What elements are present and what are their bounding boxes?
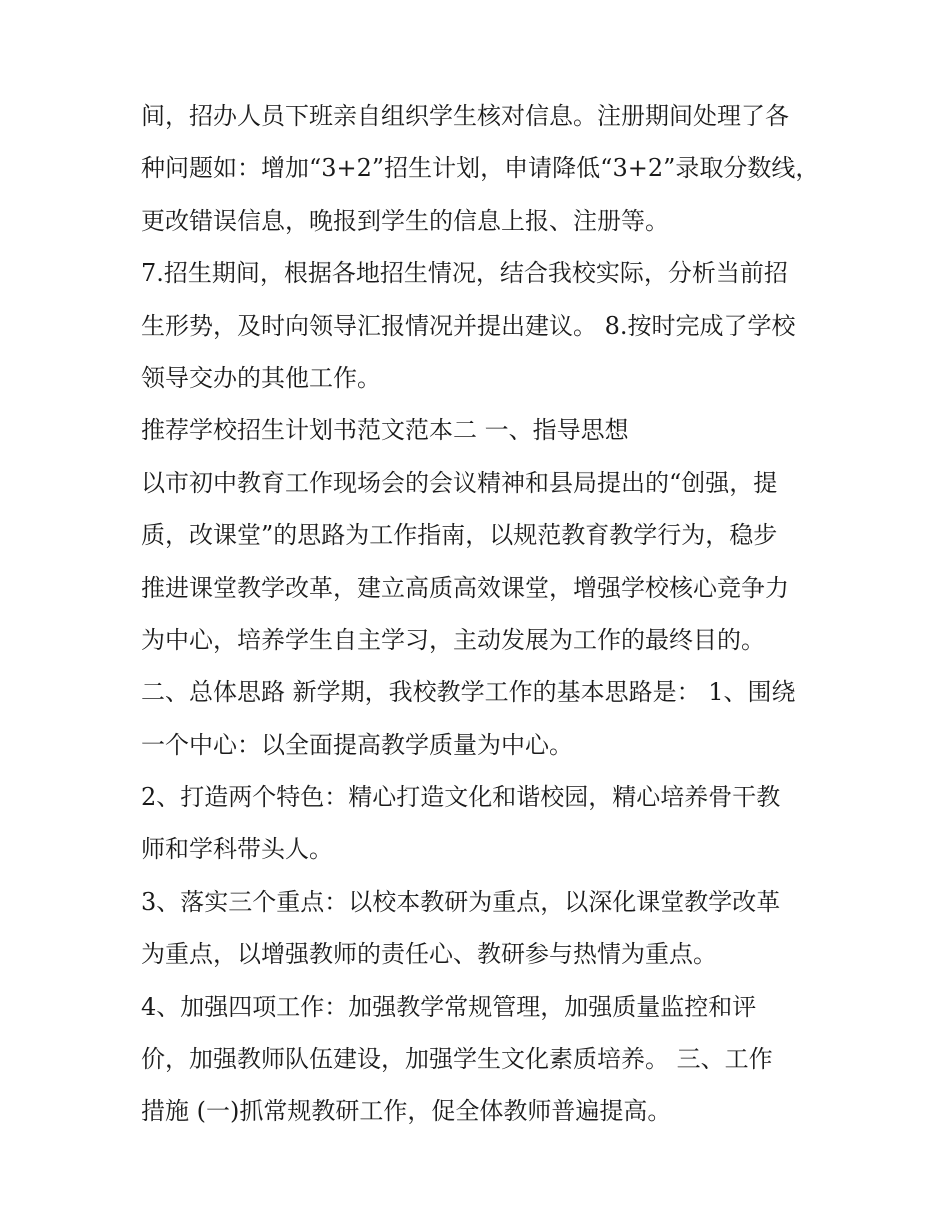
section-heading: 推荐学校招生计划书范文范本二 一、指导思想 [141, 416, 629, 445]
text-line: 为中心，培养学生自主学习，主动发展为工作的最终目的。 [141, 625, 765, 654]
text-line: 种问题如：增加“3+2”招生计划，申请降低“3+2”录取分数线， [141, 154, 820, 183]
text-line: 价，加强教师队伍建设，加强学生文化素质培养。 三、工作 [141, 1045, 773, 1074]
text-line: 一个中心：以全面提高教学质量为中心。 [141, 730, 573, 759]
text-line: 二、总体思路 新学期，我校教学工作的基本思路是： 1、围绕 [141, 678, 796, 707]
text-line: 师和学科带头人。 [141, 835, 333, 864]
text-line: 3、落实三个重点：以校本教研为重点，以深化课堂教学改革 [141, 887, 781, 916]
text-line: 质，改课堂”的思路为工作指南，以规范教育教学行为，稳步 [141, 521, 778, 550]
text-line: 推进课堂教学改革，建立高质高效课堂，增强学校核心竞争力 [141, 573, 789, 602]
text-line: 7.招生期间，根据各地招生情况，结合我校实际，分析当前招 [141, 259, 788, 288]
text-line: 间，招办人员下班亲自组织学生核对信息。注册期间处理了各 [141, 102, 789, 130]
text-line: 措施 (一)抓常规教研工作，促全体教师普遍提高。 [141, 1097, 672, 1126]
text-line: 领导交办的其他工作。 [141, 363, 381, 392]
text-line: 4、加强四项工作：加强教学常规管理，加强质量监控和评 [141, 992, 757, 1021]
text-line: 为重点，以增强教师的责任心、教研参与热情为重点。 [141, 940, 717, 969]
text-line: 以市初中教育工作现场会的会议精神和县局提出的“创强，提 [141, 468, 778, 497]
document-body [141, 104, 821, 1152]
text-line: 更改错误信息，晚报到学生的信息上报、注册等。 [141, 206, 669, 235]
text-line: 2、打造两个特色：精心打造文化和谐校园，精心培养骨干教 [141, 783, 781, 812]
text-line: 生形势，及时向领导汇报情况并提出建议。 8.按时完成了学校 [141, 311, 796, 340]
